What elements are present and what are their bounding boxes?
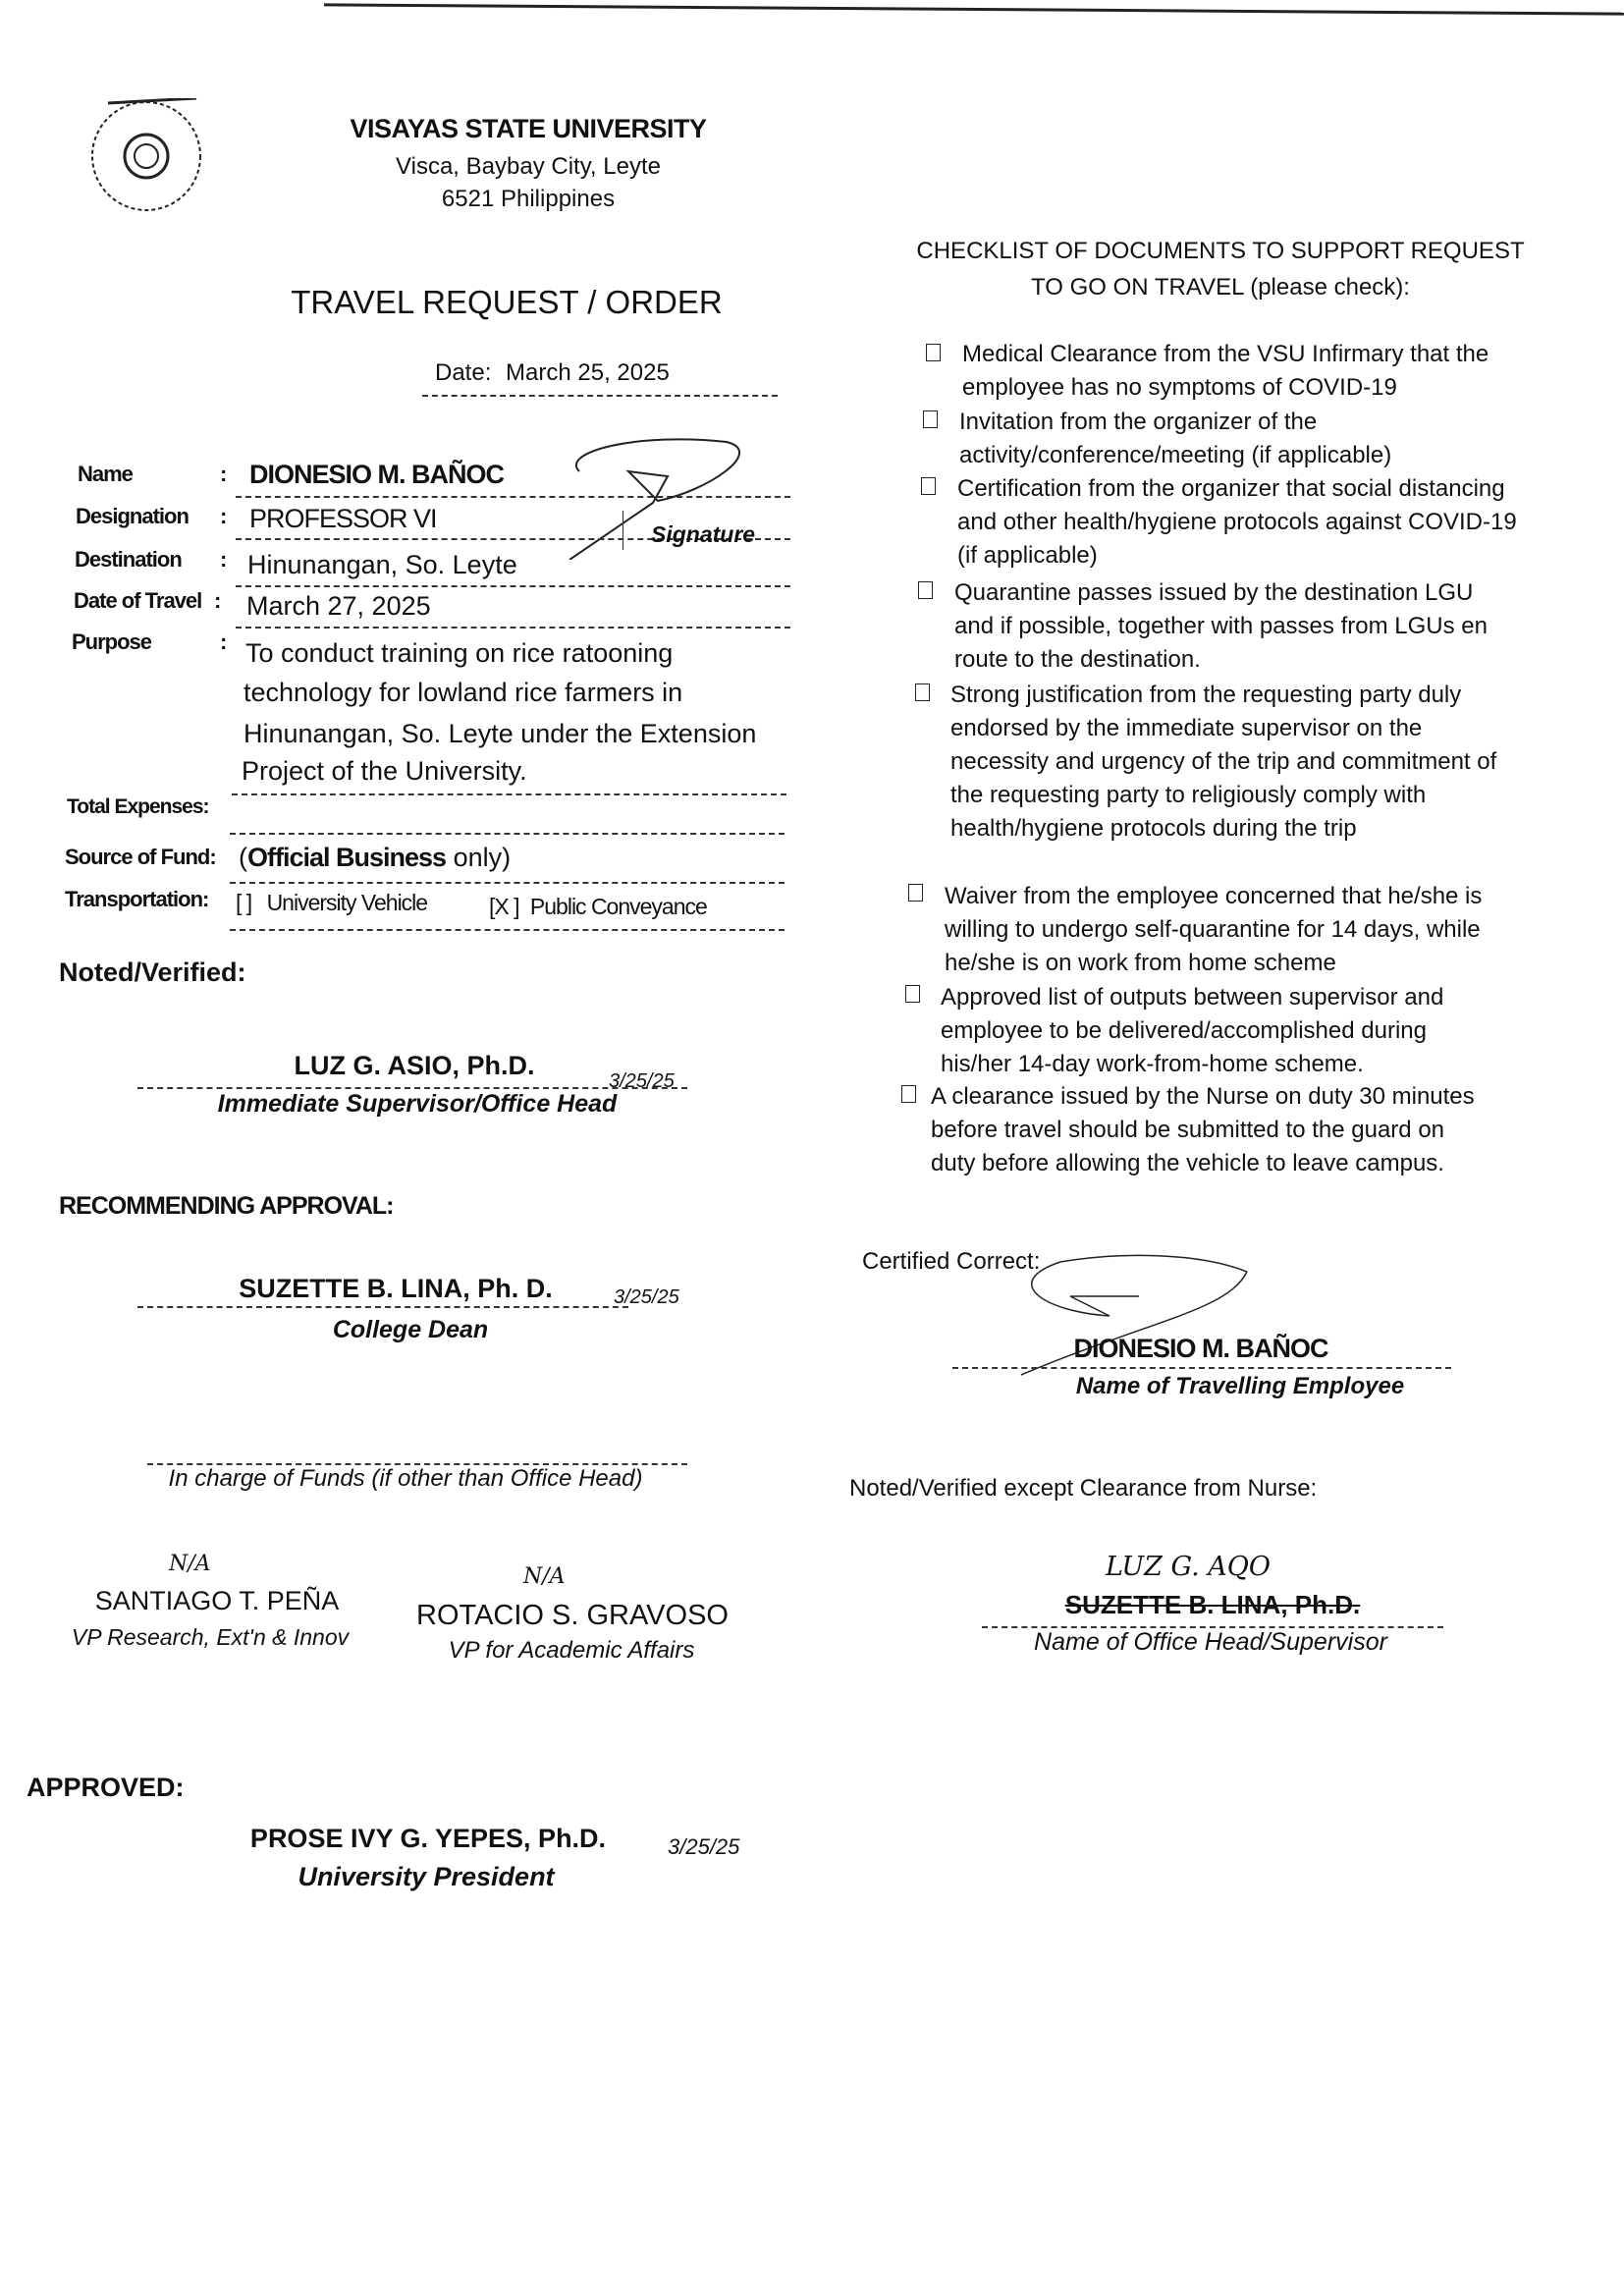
- employee-name: DIONESIO M. BAÑOC: [1073, 1334, 1328, 1363]
- noted-except-heading: Noted/Verified except Clearance from Nurse:: [849, 1475, 1318, 1502]
- president-name: PROSE IVY G. YEPES, Ph.D.: [249, 1824, 607, 1853]
- funds-title: In charge of Funds (if other than Office Head): [168, 1465, 643, 1492]
- date-field: [435, 359, 670, 387]
- checklist-item: Invitation from the organizer of the activity/conference/meeting (if applicable): [959, 409, 1392, 468]
- supervisor-title: Name of Office Head/Supervisor: [1034, 1628, 1387, 1656]
- fund-bold-text: Official Business: [247, 843, 447, 872]
- checklist-checkbox[interactable]: [923, 410, 938, 428]
- date-of-travel-underline: [236, 627, 790, 629]
- checkbox-mark[interactable]: [ ]: [236, 890, 252, 915]
- vp2-na: N/A: [523, 1564, 566, 1589]
- dean-line: [137, 1306, 628, 1308]
- approved-heading: APPROVED:: [27, 1773, 185, 1802]
- option-label: Public Conveyance: [529, 894, 707, 919]
- scan-edge-line: [324, 3, 1624, 15]
- colon: :: [220, 629, 227, 654]
- checklist-checkbox[interactable]: [905, 985, 920, 1003]
- dean-name: SUZETTE B. LINA, Ph. D.: [239, 1274, 553, 1303]
- form-title: TRAVEL REQUEST / ORDER: [291, 284, 723, 320]
- president-title: University President: [298, 1862, 555, 1891]
- fund-open-paren: (: [239, 843, 247, 872]
- purpose-underline: [232, 793, 786, 795]
- checklist-item: Certification from the organizer that social distancing and other health/hygiene protocols against COVID-19 (if applicable): [957, 475, 1517, 569]
- option-label: University Vehicle: [266, 890, 428, 915]
- colon: :: [220, 504, 227, 528]
- transportation-label: Transportation:: [65, 887, 209, 911]
- date-underline: [422, 395, 778, 397]
- noted-verified-heading: Noted/Verified:: [59, 957, 246, 987]
- checklist-title-line1: CHECKLIST OF DOCUMENTS TO SUPPORT REQUEST: [916, 238, 1525, 264]
- purpose-line: technology for lowland rice farmers in: [244, 678, 683, 707]
- checklist-checkbox[interactable]: [926, 344, 941, 361]
- address-line-1: Visca, Baybay City, Leyte: [396, 153, 661, 180]
- fund-rest-text: only): [446, 843, 512, 872]
- checklist-checkbox[interactable]: [921, 477, 936, 495]
- date-value: March 25, 2025: [506, 359, 670, 386]
- designation-value: PROFESSOR VI: [249, 504, 437, 533]
- source-of-fund-value: [239, 843, 511, 873]
- checklist-title-line2: TO GO ON TRAVEL (please check):: [1031, 274, 1410, 301]
- purpose-line: Project of the University.: [242, 756, 527, 786]
- vp1-na: N/A: [169, 1552, 211, 1576]
- transport-underline: [230, 929, 785, 931]
- handwritten-supervisor-name: LUZ G. AQO: [1105, 1552, 1272, 1582]
- destination-value: Hinunangan, So. Leyte: [247, 550, 517, 579]
- employee-line: [952, 1367, 1451, 1369]
- noted-date: 3/25/25: [609, 1070, 675, 1092]
- name-label: Name: [78, 462, 133, 486]
- dean-title: College Dean: [332, 1316, 489, 1343]
- checklist-item: Approved list of outputs between supervisor and employee to be delivered/accomplished during his/her 14-day work-from-home scheme.: [941, 984, 1444, 1077]
- signature-label: Signature: [651, 521, 756, 547]
- president-date: 3/25/25: [668, 1834, 740, 1859]
- checklist-checkbox[interactable]: [908, 884, 923, 902]
- date-label: Date:: [435, 359, 492, 386]
- noted-name: LUZ G. ASIO, Ph.D.: [294, 1051, 535, 1080]
- name-value: DIONESIO M. BAÑOC: [249, 460, 505, 489]
- university-seal: [88, 98, 204, 214]
- total-expenses-label: Total Expenses:: [67, 795, 209, 818]
- vp1-name: SANTIAGO T. PEÑA: [94, 1586, 340, 1615]
- dean-date: 3/25/25: [614, 1286, 679, 1308]
- checklist-checkbox[interactable]: [901, 1085, 916, 1103]
- expenses-underline: [230, 833, 785, 835]
- university-name: VISAYAS STATE UNIVERSITY: [350, 114, 707, 143]
- vp2-name: ROTACIO S. GRAVOSO: [416, 1600, 729, 1631]
- destination-label: Destination: [75, 547, 182, 572]
- address-line-2: 6521 Philippines: [441, 186, 616, 212]
- colon: :: [220, 462, 227, 486]
- colon: :: [214, 588, 221, 613]
- checklist-item: Waiver from the employee concerned that he/she is willing to undergo self-quarantine for 14 days, while he/she is on work from home scheme: [945, 883, 1483, 976]
- date-of-travel-value: March 27, 2025: [246, 591, 431, 621]
- transport-option-public-conveyance[interactable]: [489, 894, 707, 920]
- checklist-checkbox[interactable]: [915, 683, 930, 701]
- designation-label: Designation: [76, 504, 189, 528]
- checkbox-mark[interactable]: [X ]: [489, 894, 519, 919]
- purpose-line: To conduct training on rice ratooning: [245, 638, 674, 668]
- recommending-heading: RECOMMENDING APPROVAL:: [59, 1192, 394, 1220]
- vp2-title: VP for Academic Affairs: [448, 1637, 695, 1664]
- transport-option-university-vehicle[interactable]: [236, 890, 427, 916]
- certified-correct-heading: Certified Correct:: [862, 1248, 1041, 1275]
- noted-title: Immediate Supervisor/Office Head: [217, 1090, 618, 1118]
- checklist-checkbox[interactable]: [918, 581, 933, 599]
- checklist-item: Strong justification from the requesting party duly endorsed by the immediate supervisor on the necessity and urgency of the trip and commitment of the requesting party to religiously comply with health/hygiene protocols during the trip: [950, 682, 1497, 842]
- purpose-line: Hinunangan, So. Leyte under the Extension: [244, 719, 757, 748]
- employee-signature-scribble: [1001, 1252, 1257, 1385]
- destination-underline: [236, 585, 790, 587]
- colon: :: [220, 547, 227, 572]
- fund-underline: [230, 882, 785, 884]
- checklist-item: Medical Clearance from the VSU Infirmary that the employee has no symptoms of COVID-19: [962, 341, 1489, 401]
- struck-supervisor-name: SUZETTE B. LINA, Ph.D.: [1064, 1590, 1361, 1619]
- checklist-item: A clearance issued by the Nurse on duty 30 minutes before travel should be submitted to the guard on duty before allowing the vehicle to leave campus.: [931, 1083, 1475, 1176]
- noted-line: [137, 1087, 687, 1089]
- date-of-travel-label: Date of Travel: [74, 588, 202, 613]
- checklist-item: Quarantine passes issued by the destination LGU and if possible, together with passes from LGUs en route to the destination.: [954, 579, 1488, 673]
- employee-title: Name of Travelling Employee: [1075, 1373, 1405, 1399]
- source-of-fund-label: Source of Fund:: [65, 845, 216, 869]
- purpose-label: Purpose: [72, 629, 152, 654]
- vp1-title: VP Research, Ext'n & Innov: [71, 1624, 350, 1650]
